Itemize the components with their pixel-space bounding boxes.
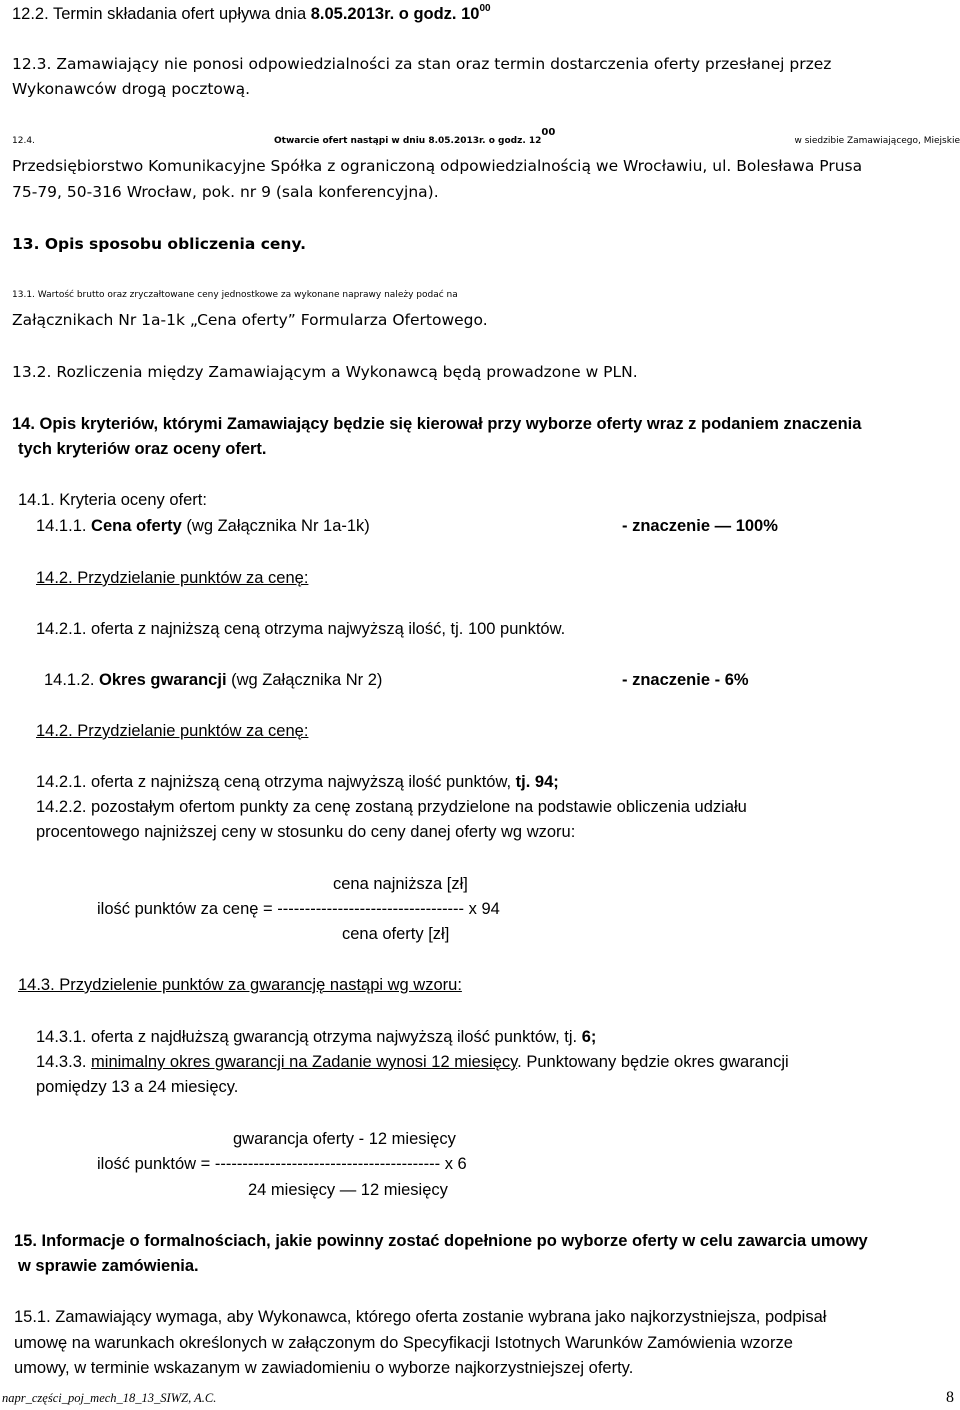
para-14-2-price-heading: 14.2. Przydzielanie punktów za cenę: (36, 569, 309, 587)
formula1-numerator: cena najniższa [zł] (333, 875, 468, 893)
criterion-price-weight: - znaczenie — 100% (622, 517, 778, 535)
para-14-2-1-price: 14.2.1. oferta z najniższą ceną otrzyma najwyższą ilość, tj. 100 punktów. (36, 620, 566, 638)
para-14-3-1: 14.3.1. oferta z najdłuższą gwarancją otrzyma najwyższą ilość punktów, tj. 6; (36, 1028, 597, 1046)
para-14-3-heading: 14.3. Przydzielenie punktów za gwarancję nastąpi wg wzoru: (18, 976, 462, 994)
opening-date: Otwarcie ofert nastąpi w dniu 8.05.2013r. o godz. 12 (274, 136, 542, 146)
para-14-3-3-line2: pomiędzy 13 a 24 miesięcy. (36, 1078, 239, 1096)
para-13-2: 13.2. Rozliczenia między Zamawiającym a Wykonawcą będą prowadzone w PLN. (12, 363, 638, 381)
para-12-4-line1: 12.4. Otwarcie ofert nastąpi w dniu 8.05.2013r. o godz. $12^{00}$ w siedzibie Zamawiającego, Miejskie (12, 127, 960, 146)
para-15-1-line3: umowy, w terminie wskazanym w zawiadomieniu o wyborze najkorzystniejszej oferty. (14, 1359, 634, 1377)
para-12-2: 12.2. Termin składania ofert upływa dnia 8.05.2013r. o godz. $10^{00}$ (12, 3, 491, 23)
section-14-heading-line2: tych kryteriów oraz oceny ofert. (18, 440, 267, 458)
para-12-3-line1: 12.3. Zamawiający nie ponosi odpowiedzialności za stan oraz termin dostarczenia oferty przesłanej przez (12, 55, 832, 73)
section-15-heading-line2: w sprawie zamówienia. (18, 1257, 199, 1275)
para-14-3-3-line1: 14.3.3. minimalny okres gwarancji na Zadanie wynosi 12 miesięcy. Punktowany będzie okres gwarancji (36, 1053, 789, 1071)
para-12-4-line2: Przedsiębiorstwo Komunikacyjne Spółka z ograniczoną odpowiedzialnością we Wrocławiu, ul. Bolesława Prusa (12, 157, 863, 175)
formula1-main: ilość punktów za cenę = ---------------------------------- x 94 (97, 900, 500, 918)
para-12-3-line2: Wykonawców drogą pocztową. (12, 80, 251, 98)
para-14-2-2-line1: 14.2.2. pozostałym ofertom punkty za cenę zostaną przydzielone na podstawie obliczenia udziału (36, 798, 747, 816)
page-number: 8 (946, 1389, 954, 1406)
criterion-warranty: 14.1.2. Okres gwarancji (wg Załącznika Nr 2) (44, 671, 383, 689)
para-14-2-2-line2: procentowego najniższej ceny w stosunku do ceny danej oferty wg wzoru: (36, 823, 576, 841)
para-12-4-line3: 75-79, 50-316 Wrocław, pok. nr 9 (sala konferencyjna). (12, 183, 439, 201)
para-14-2-points-heading: 14.2. Przydzielanie punktów za cenę: (36, 722, 309, 740)
para-14-1: 14.1. Kryteria oceny ofert: (18, 491, 207, 509)
formula2-main: ilość punktów = ----------------------------------------- x 6 (97, 1155, 467, 1173)
para-15-1-line1: 15.1. Zamawiający wymaga, aby Wykonawca, którego oferta zostanie wybrana jako najkorzystniejsza, podpisał (14, 1308, 827, 1326)
criterion-price: 14.1.1. Cena oferty (wg Załącznika Nr 1a-1k) (36, 517, 370, 535)
criterion-warranty-weight: - znaczenie - 6% (622, 671, 749, 689)
formula2-numerator: gwarancja oferty - 12 miesięcy (233, 1130, 456, 1148)
para-14-2-1-points: 14.2.1. oferta z najniższą ceną otrzyma najwyższą ilość punktów, tj. 94; (36, 773, 559, 791)
para-13-1-line2: Załącznikach Nr 1a-1k „Cena oferty” Formularza Ofertowego. (12, 311, 488, 329)
section-14-heading-line1: 14. Opis kryteriów, którymi Zamawiający będzie się kierował przy wyborze oferty wraz z podaniem znaczenia (12, 415, 862, 433)
para-13-1-line1: 13.1. Wartość brutto oraz zryczałtowane ceny jednostkowe za wykonane naprawy należy podać na (12, 290, 458, 300)
footer-filename: napr_części_poj_mech_18_13_SIWZ, A.C. (2, 1391, 217, 1405)
deadline-date: 8.05.2013r. o godz. 10 (310, 5, 480, 23)
section-13-heading: 13. Opis sposobu obliczenia ceny. (12, 235, 307, 253)
formula2-denominator: 24 miesięcy — 12 miesięcy (248, 1181, 448, 1199)
section-15-heading-line1: 15. Informacje o formalnościach, jakie powinny zostać dopełnione po wyborze oferty w celu zawarcia umowy (14, 1232, 868, 1250)
formula1-denominator: cena oferty [zł] (342, 925, 450, 943)
para-15-1-line2: umowę na warunkach określonych w załączonym do Specyfikacji Istotnych Warunków Zamówienia wzorze (14, 1334, 793, 1352)
